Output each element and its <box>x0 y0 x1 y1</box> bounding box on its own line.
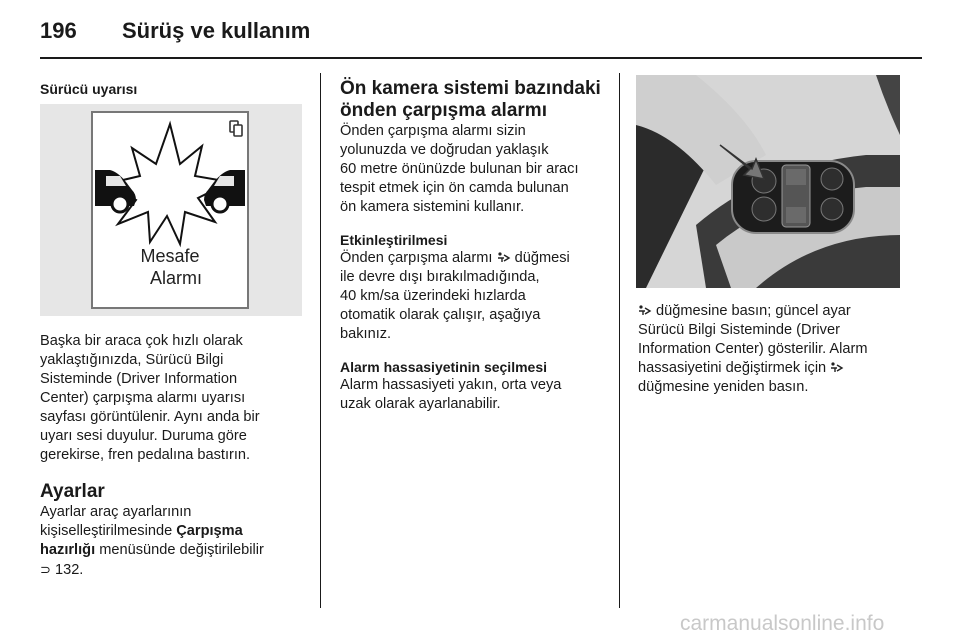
sensitivity-subhead: Alarm hassasiyetinin seçilmesi <box>340 359 547 375</box>
watermark: carmanualsonline.info <box>680 612 885 635</box>
text-line: Sisteminde (Driver Information <box>40 371 238 387</box>
text-line: kişiselleştirilmesinde <box>40 523 177 539</box>
activation-paragraph <box>340 249 612 344</box>
heading-line: önden çarpışma alarmı <box>340 100 547 121</box>
text-line: düğmesine basın; güncel ayar <box>652 303 851 319</box>
header-rule <box>40 57 922 59</box>
steering-wheel-figure <box>636 75 900 288</box>
page-reference-arrow-icon: ⊃ <box>40 562 51 577</box>
warning-paragraph <box>40 332 310 465</box>
text-line: Alarm hassasiyeti yakın, orta veya <box>340 377 562 393</box>
text-line: Önden çarpışma alarmı sizin <box>340 123 526 139</box>
settings-paragraph <box>40 503 310 580</box>
text-line: düğmesine yeniden basın. <box>638 379 809 395</box>
text-line: Önden çarpışma alarmı <box>340 250 497 266</box>
text-line: Başka bir araca çok hızlı olarak <box>40 333 243 349</box>
heading-line: Ön kamera sistemi bazındaki <box>340 78 601 99</box>
column-divider <box>320 73 321 608</box>
left-body <box>40 332 310 580</box>
text-line: ile devre dışı bırakılmadığında, <box>340 269 540 285</box>
text-line: uzak olarak ayarlanabilir. <box>340 396 501 412</box>
right-body <box>638 302 920 397</box>
right-button-bottom <box>821 198 843 220</box>
settings-heading: Ayarlar <box>40 481 105 502</box>
text-line: bakınız. <box>340 326 392 342</box>
text-line: Sürücü Bilgi Sisteminde (Driver <box>638 322 840 338</box>
steering-wheel-illustration <box>636 75 900 288</box>
text-line: menüsünde değiştirilebilir <box>95 542 264 558</box>
section-subhead: Sürücü uyarısı <box>40 81 138 97</box>
page-number: 196 <box>40 18 77 43</box>
text-line: gerekirse, fren pedalına bastırın. <box>40 447 251 463</box>
collision-warning-illustration <box>40 104 302 316</box>
text-line: 60 metre önünüzde bulunan bir aracı <box>340 161 579 177</box>
text-line: tespit etmek için ön camda bulunan <box>340 180 569 196</box>
text-line: yaklaştığınızda, Sürücü Bilgi <box>40 352 224 368</box>
text-line: düğmesi <box>510 250 570 266</box>
column-left <box>40 80 310 98</box>
activation-subhead: Etkinleştirilmesi <box>340 232 448 248</box>
collision-alert-button-icon <box>497 251 511 263</box>
instructions-paragraph <box>638 302 920 397</box>
bold-term: hazırlığı <box>40 542 96 558</box>
figure-label-line1: Mesafe <box>140 246 200 266</box>
bold-term: Çarpışma <box>176 523 243 539</box>
lane-button <box>752 197 776 221</box>
text-line: sayfası görüntülenir. Aynı anda bir <box>40 409 260 425</box>
text-line: Information Center) gösterilir. Alarm <box>638 341 868 357</box>
text-line: Ayarlar araç ayarlarının <box>40 504 192 520</box>
section-heading <box>340 78 612 122</box>
column-middle <box>340 78 612 414</box>
collision-alert-button-icon <box>638 304 652 316</box>
text-line: yolunuzda ve doğrudan yaklaşık <box>340 142 549 158</box>
chapter-title: Sürüş ve kullanım <box>122 18 311 43</box>
figure-label-line2: Alarmı <box>149 268 203 288</box>
collision-warning-figure <box>40 104 302 316</box>
text-line: Center) çarpışma alarmı uyarısı <box>40 390 246 406</box>
intro-paragraph <box>340 122 612 217</box>
text-line: 40 km/sa üzerindeki hızlarda <box>340 288 526 304</box>
text-line: otomatik olarak çalışır, aşağıya <box>340 307 541 323</box>
sensitivity-paragraph <box>340 376 612 414</box>
page-header <box>40 18 920 58</box>
page-reference[interactable]: 132. <box>50 562 84 578</box>
text-line: ön kamera sistemini kullanır. <box>340 199 525 215</box>
right-button-top <box>821 168 843 190</box>
collision-alert-button-icon <box>830 361 844 373</box>
text-line: hassasiyetini değiştirmek için <box>638 360 831 376</box>
text-line: uyarı sesi duyulur. Duruma göre <box>40 428 247 444</box>
column-divider <box>619 73 620 608</box>
